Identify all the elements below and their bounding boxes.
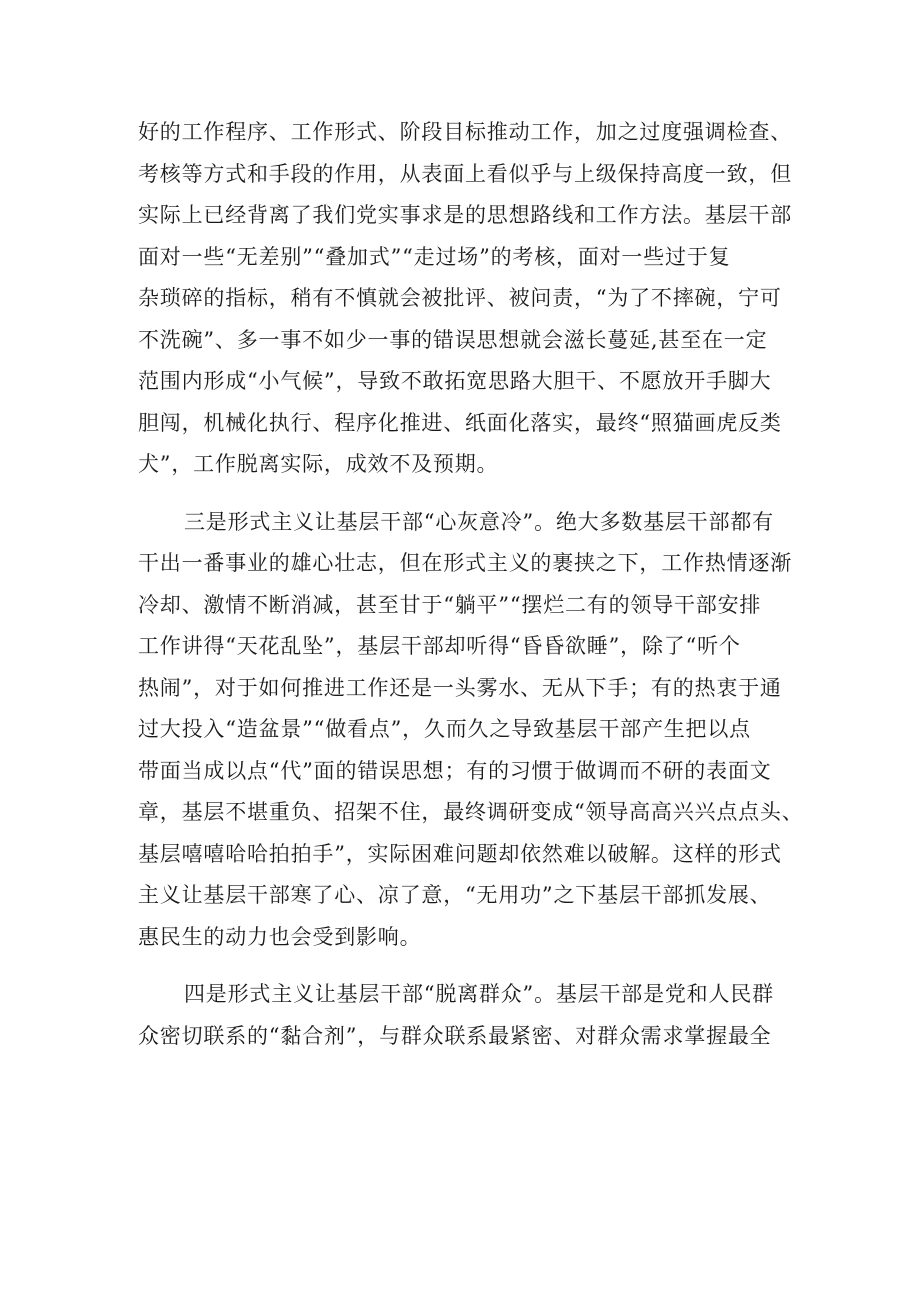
paragraph-line: 四是形式主义让基层干部“脱离群众”。基层干部是党和人民群 xyxy=(184,982,774,1006)
paragraph-line: 众密切联系的“黏合剂”，与群众联系最紧密、对群众需求掌握最全 xyxy=(138,1023,772,1048)
paragraph-line: 工作讲得“天花乱坠”，基层干部却听得“昏昏欲睡”，除了“听个 xyxy=(138,634,741,658)
paragraph-line: 过大投入“造盆景”“做看点”，久而久之导致基层干部产生把以点 xyxy=(138,717,751,741)
paragraph-gap xyxy=(138,486,788,502)
paragraph-line: 基层嘻嘻哈哈拍拍手”，实际困难问题却依然难以破解。这样的形式 xyxy=(138,841,782,866)
paragraph-line: 章，基层不堪重负、招架不住，最终调研变成“领导高高兴兴点点头、 xyxy=(138,800,804,824)
paragraph-line: 好的工作程序、工作形式、阶段目标推动工作，加之过度强调检查、 xyxy=(138,120,792,144)
paragraph-line: 杂琐碎的指标，稍有不慎就会被批评、被问责，“为了不摔碗，宁可 xyxy=(138,286,782,310)
paragraph-2 xyxy=(138,502,804,959)
paragraph-line: 三是形式主义让基层干部“心灰意冷”。绝大多数基层干部都有 xyxy=(184,509,774,534)
paragraph-line: 面对一些“无差别”“叠加式”“走过场”的考核，面对一些过于复 xyxy=(138,244,731,269)
paragraph-gap xyxy=(138,958,788,974)
paragraph-3 xyxy=(138,974,788,1057)
paragraph-line: 犬”，工作脱离实际，成效不及预期。 xyxy=(138,452,499,476)
document-body xyxy=(138,112,804,1057)
paragraph-line: 范围内形成“小气候”，导致不敢拓宽思路大胆干、不愿放开手脚大 xyxy=(138,369,772,393)
paragraph-line: 带面当成以点“代”面的错误思想；有的习惯于做调而不研的表面文 xyxy=(138,758,772,783)
paragraph-line: 实际上已经背离了我们党实事求是的思想路线和工作方法。基层干部 xyxy=(138,203,792,227)
paragraph-line: 惠民生的动力也会受到影响。 xyxy=(138,924,422,949)
paragraph-line: 不洗碗”、多一事不如少一事的错误思想就会滋长蔓延,甚至在一定 xyxy=(138,327,768,352)
paragraph-line: 热闹”，对于如何推进工作还是一头雾水、无从下手；有的热衷于通 xyxy=(138,675,782,700)
paragraph-line: 干出一番事业的雄心壮志，但在形式主义的裹挟之下，工作热情逐渐 xyxy=(138,551,792,575)
paragraph-line: 考核等方式和手段的作用，从表面上看似乎与上级保持高度一致，但 xyxy=(138,161,792,186)
paragraph-line: 主义让基层干部寒了心、凉了意，“无用功”之下基层干部抓发展、 xyxy=(138,883,772,907)
paragraph-line: 胆闯，机械化执行、程序化推进、纸面化落实，最终“照猫画虎反类 xyxy=(138,410,782,435)
paragraph-1 xyxy=(138,112,792,486)
paragraph-line: 冷却、激情不断消减，甚至甘于“躺平”“摆烂二有的领导干部安排 xyxy=(138,592,762,617)
